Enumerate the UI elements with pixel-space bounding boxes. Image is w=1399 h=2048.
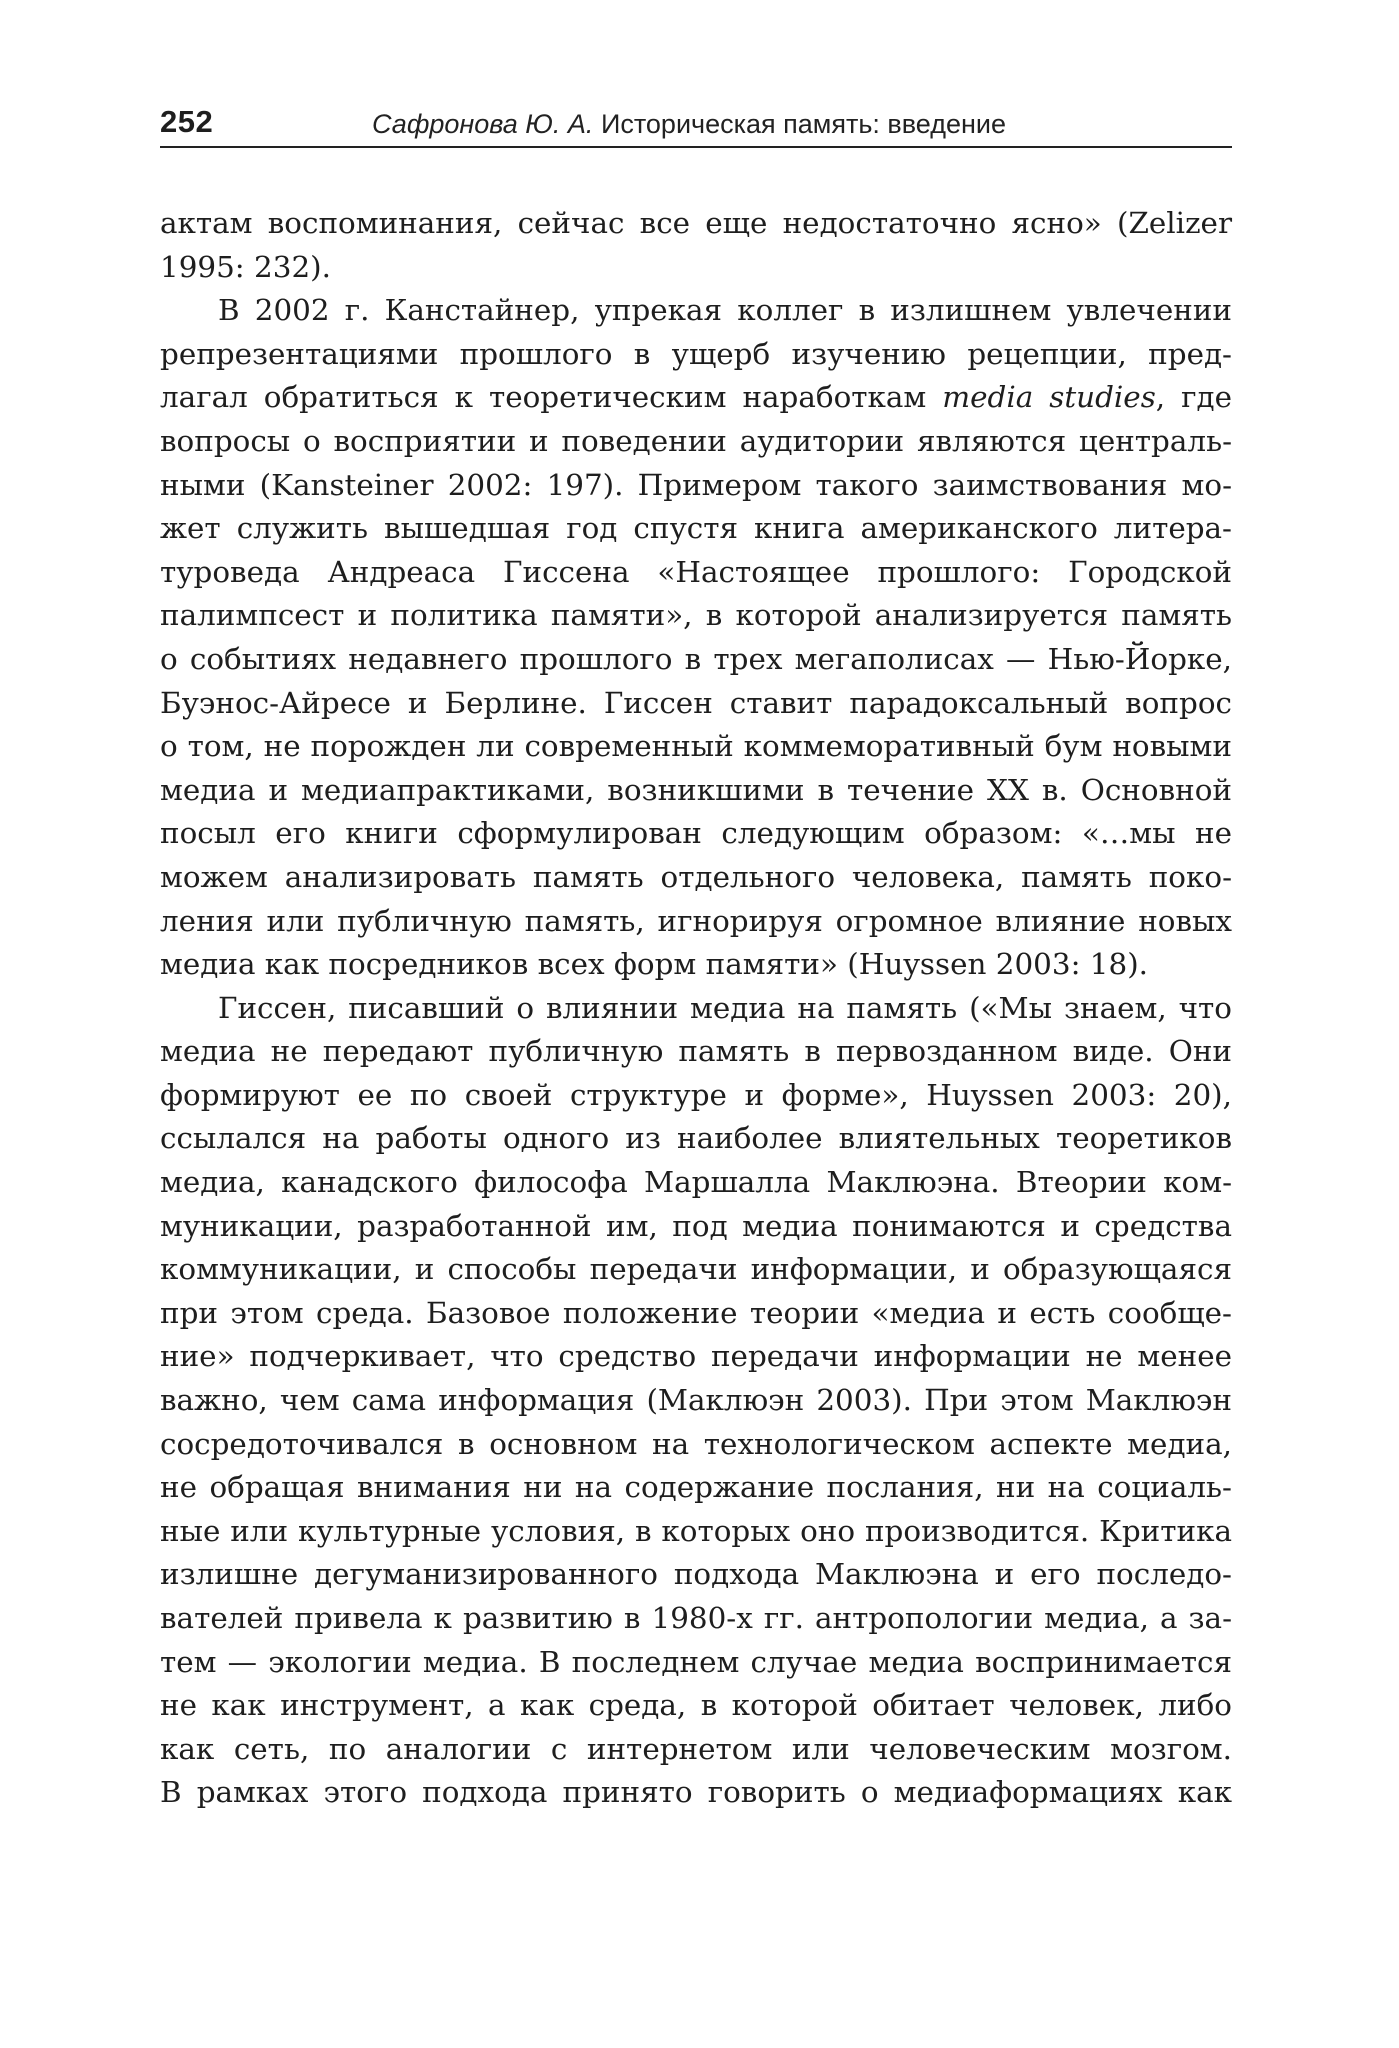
text-line: актам воспоминания, сейчас все еще недостаточно ясно» (Zelizer	[160, 206, 1232, 240]
text-line: вопросы о восприятии и поведении аудитории являются централь-	[160, 423, 1232, 458]
text-line: ления или публичную память, игнорируя огромное влияние новых	[160, 903, 1232, 938]
text-line: тем — экологии медиа. В последнем случае медиа воспринимается	[160, 1644, 1232, 1679]
body-text	[160, 202, 1232, 1815]
text-line: палимпсест и политика памяти», в которой анализируется память	[160, 598, 1232, 633]
text-line: посыл его книги сформулирован следующим образом: «…мы не	[160, 816, 1232, 851]
text-line: излишне дегуманизированного подхода Маклюэна и его последо-	[160, 1557, 1232, 1592]
text-line: Гиссен, писавший о влиянии медиа на память («Мы знаем, что	[218, 990, 1232, 1025]
text-line: формируют ее по своей структуре и форме», Huyssen 2003: 20),	[160, 1077, 1232, 1112]
text-line: Буэнос-Айресе и Берлине. Гиссен ставит парадоксальный вопрос	[160, 685, 1232, 720]
text-line: медиа как посредников всех форм памяти» (Huyssen 2003: 18).	[160, 947, 1149, 982]
text-line: коммуникации, и способы передачи информации, и образующаяся	[160, 1252, 1232, 1287]
text-line: В рамках этого подхода принято говорить о медиаформациях как	[160, 1775, 1232, 1810]
text-line: о том, не порожден ли современный коммеморативный бум новыми	[160, 729, 1232, 764]
text-line: лагал обратиться к теоретическим наработкам media studies, где	[160, 380, 1232, 415]
text-line: ние» подчеркивает, что средство передачи информации не менее	[160, 1339, 1232, 1374]
text-line: В 2002 г. Канстайнер, упрекая коллег в излишнем увлечении	[218, 293, 1232, 328]
text-line: ными (Kansteiner 2002: 197). Примером такого заимствования мо-	[160, 467, 1232, 502]
text-line: не обращая внимания ни на содержание послания, ни на социаль-	[160, 1470, 1232, 1505]
text-line: сосредоточивался в основном на технологическом аспекте медиа,	[160, 1426, 1232, 1461]
italic-term: media studies	[942, 380, 1156, 415]
text-line: жет служить вышедшая год спустя книга американского литера-	[160, 511, 1232, 546]
book-title: Историческая память: введение	[600, 109, 1006, 139]
text-line: не как инструмент, а как среда, в которой обитает человек, либо	[160, 1688, 1232, 1723]
text-line: ссылался на работы одного из наиболее влиятельных теоретиков	[160, 1121, 1232, 1156]
running-title	[372, 104, 1006, 144]
text-line: ные или культурные условия, в которых оно производится. Критика	[160, 1513, 1232, 1548]
page-number: 252	[160, 104, 214, 139]
text-line: медиа не передают публичную память в первозданном виде. Они	[160, 1034, 1232, 1069]
text-line: 1995: 232).	[160, 249, 331, 284]
text-line: туроведа Андреаса Гиссена «Настоящее прошлого: Городской	[160, 554, 1232, 589]
text-line: медиа и медиапрактиками, возникшими в течение XX в. Основной	[160, 772, 1232, 807]
text-line: муникации, разработанной им, под медиа понимаются и средства	[160, 1208, 1232, 1243]
text-line: как сеть, по аналогии с интернетом или человеческим мозгом.	[160, 1731, 1232, 1766]
text-line: репрезентациями прошлого в ущерб изучению рецепции, пред-	[160, 336, 1232, 371]
text-line: можем анализировать память отдельного человека, память поко-	[160, 859, 1232, 894]
text-line: важно, чем сама информация (Маклюэн 2003). При этом Маклюэн	[160, 1383, 1232, 1418]
author-name: Сафронова Ю. А.	[372, 109, 594, 139]
text-line: вателей привела к развитию в 1980-х гг. антропологии медиа, а за-	[160, 1601, 1232, 1635]
text-line: медиа, канадского философа Маршалла Маклюэна. Втеории ком-	[160, 1165, 1232, 1200]
text-line: о событиях недавнего прошлого в трех мегаполисах — Нью-Йорке,	[160, 641, 1232, 676]
text-line: при этом среда. Базовое положение теории «медиа и есть сообще-	[160, 1295, 1232, 1330]
running-header	[160, 102, 1232, 148]
